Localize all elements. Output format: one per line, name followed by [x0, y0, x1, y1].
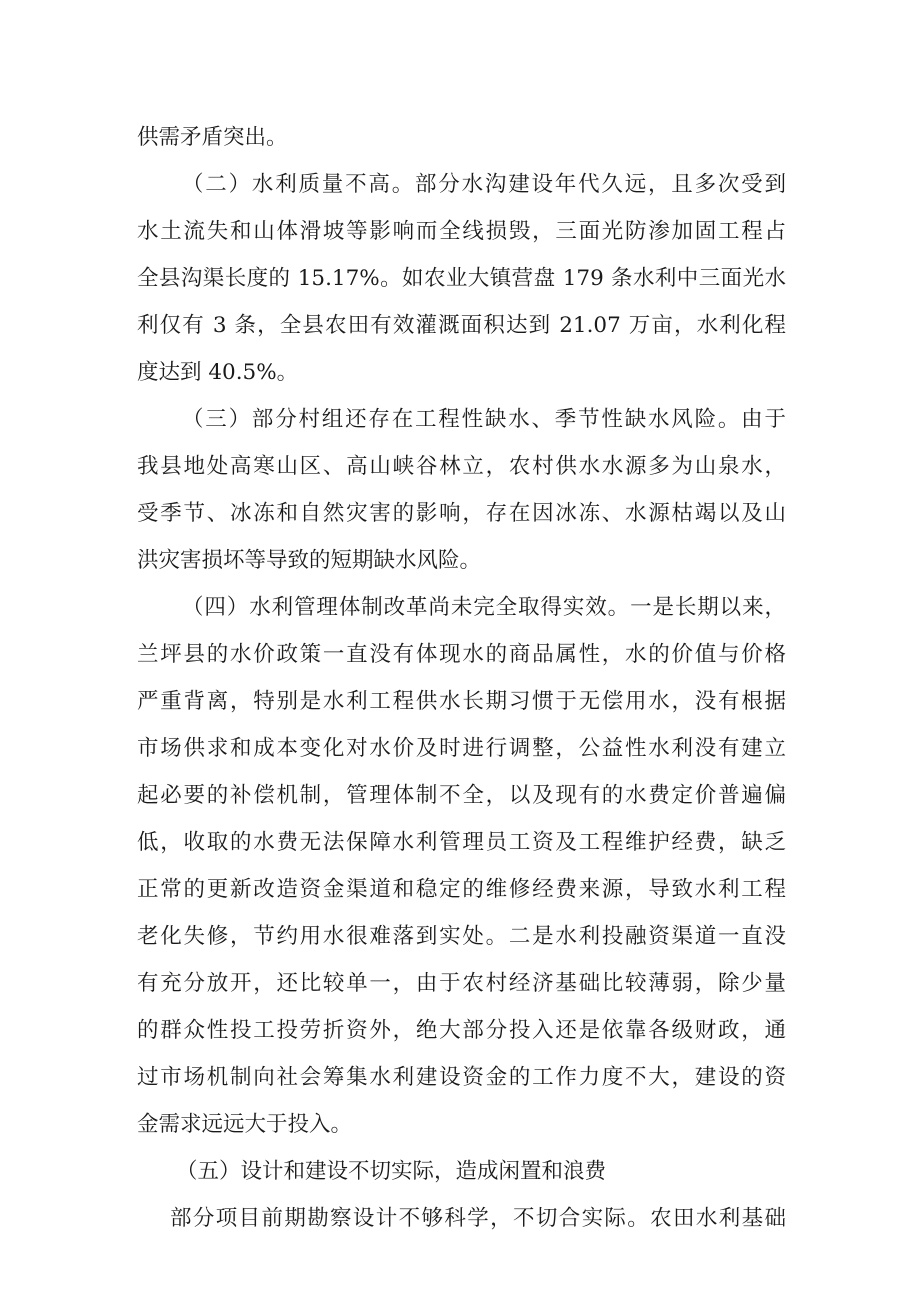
text-line-10: 洪灾害损坏等导致的短期缺水风险。 [137, 548, 482, 573]
section-3-heading-line: （三）部分村组还存在工程性缺水、季节性缺水风险。由于 [182, 407, 786, 432]
section-4-heading-line: （四）水利管理体制改革尚未完全取得实效。一是长期以来， [182, 595, 786, 620]
text-line-18: 老化失修，节约用水很难落到实处。二是水利投融资渠道一直没 [137, 924, 786, 949]
section-5-heading: （五）设计和建设不切实际，造成闲置和浪费 [176, 1159, 607, 1184]
text-line-9: 受季节、冰冻和自然灾害的影响，存在因冰冻、水源枯竭以及山 [137, 501, 786, 526]
text-line-6: 度达到 40.5%。 [137, 360, 299, 385]
text-line-20: 的群众性投工投劳折资外，绝大部分投入还是依靠各级财政，通 [137, 1018, 786, 1043]
text-line-17: 正常的更新改造资金渠道和稳定的维修经费来源，导致水利工程 [137, 877, 786, 902]
text-line-19: 有充分放开，还比较单一，由于农村经济基础比较薄弱，除少量 [137, 971, 786, 996]
section-2-heading-line: （二）水利质量不高。部分水沟建设年代久远，且多次受到 [182, 172, 786, 197]
text-line-24: 部分项目前期勘察设计不够科学，不切合实际。农田水利基础 [170, 1206, 786, 1231]
text-line-22: 金需求远远大于投入。 [137, 1112, 353, 1137]
text-line-15: 起必要的补偿机制，管理体制不全，以及现有的水费定价普遍偏 [137, 783, 786, 808]
text-line-14: 市场供求和成本变化对水价及时进行调整，公益性水利没有建立 [137, 736, 786, 761]
text-line-12: 兰坪县的水价政策一直没有体现水的商品属性，水的价值与价格 [137, 642, 786, 667]
text-line-16: 低，收取的水费无法保障水利管理员工资及工程维护经费，缺乏 [137, 830, 786, 855]
text-line-1: 供需矛盾突出。 [137, 125, 288, 150]
text-line-21: 过市场机制向社会筹集水利建设资金的工作力度不大，建设的资 [137, 1065, 786, 1090]
text-line-8: 我县地处高寒山区、高山峡谷林立，农村供水水源多为山泉水， [137, 454, 786, 479]
text-line-4: 全县沟渠长度的 15.17%。如农业大镇营盘 179 条水利中三面光水 [137, 266, 786, 291]
text-line-13: 严重背离，特别是水利工程供水长期习惯于无偿用水，没有根据 [137, 689, 786, 714]
text-line-5: 利仅有 3 条，全县农田有效灌溉面积达到 21.07 万亩，水利化程 [137, 313, 786, 338]
text-line-3: 水土流失和山体滑坡等影响而全线损毁，三面光防渗加固工程占 [137, 219, 786, 244]
